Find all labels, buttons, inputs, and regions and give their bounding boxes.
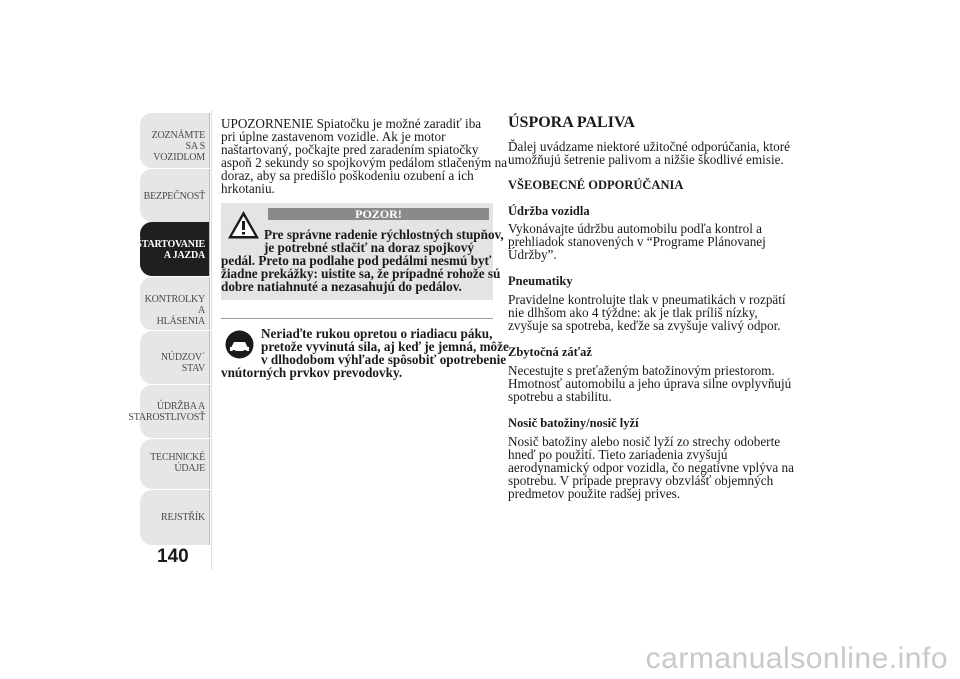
page-number: 140: [157, 546, 189, 567]
subsection-heading: VŠEOBECNÉ ODPORÚČANIA: [508, 178, 684, 192]
environment-car-icon: [223, 328, 256, 361]
item-line: nie dlhšom ako 4 týždne: ak je tlak príliš nízky,: [508, 305, 758, 320]
text-line: UPOZORNENIE Spiatočku je možné zaradiť iba: [221, 116, 482, 131]
item-line: Údržby”.: [508, 247, 557, 262]
item-heading: Údržba vozidla: [508, 204, 590, 218]
warning-line: žiadne prekážky: uistite sa, že prípadné rohože sú: [221, 266, 501, 281]
note-line: v dlhodobom výhľade spôsobiť opotrebenie: [261, 352, 507, 367]
tab-udrzba[interactable]: [128, 385, 210, 438]
tab-label: TECHNICKÉ ÚDAJE: [150, 452, 205, 474]
tab-bezpecnost[interactable]: [140, 169, 210, 222]
warning-title: POZOR!: [268, 208, 489, 220]
item-line: Necestujte s preťaženým batožinovým priestorom.: [508, 363, 775, 378]
tab-label: BEZPEČNOSŤ: [143, 191, 205, 202]
note-divider: [221, 318, 493, 319]
item-line: hneď po použití. Tieto zariadenia zvyšujú: [508, 447, 728, 462]
text-line: naštartovaný, počkajte pred zaradením spiatočky: [221, 142, 479, 157]
tab-nudzovy-stav[interactable]: [140, 331, 210, 384]
section-title: ÚSPORA PALIVA: [508, 114, 635, 131]
tab-kontrolky[interactable]: [140, 277, 210, 330]
note-line: pretože vyvinutá sila, aj keď je jemná, môže: [261, 339, 509, 354]
tab-zoznamte-sa[interactable]: [140, 113, 210, 168]
item-line: Vykonávajte údržbu automobilu podľa kontrol a: [508, 221, 763, 236]
item-line: prehliadok stanovených v “Programe Plánovanej: [508, 234, 766, 249]
item-line: Hmotnosť automobilu a jeho úprava silne ovplyvňujú: [508, 376, 792, 391]
warning-line: dobre natiahnuté a nezasahujú do pedálov.: [221, 279, 462, 294]
item-heading: Nosič batožiny/nosič lyží: [508, 416, 639, 430]
tab-rejstrik[interactable]: [140, 490, 210, 545]
page-divider: [211, 110, 212, 570]
warning-line: je potrebné stlačiť na doraz spojkový: [264, 240, 474, 255]
tab-label: ZOZNÁMTE SA S VOZIDLOM: [151, 130, 205, 163]
intro-line: Ďalej uvádzame niektoré užitočné odporúčania, ktoré: [508, 139, 790, 154]
item-line: Pravidelne kontrolujte tlak v pneumatikách v rozpätí: [508, 292, 786, 307]
text-line: aspoň 2 sekundy so spojkovým pedálom stlačeným na: [221, 155, 508, 170]
item-heading: Zbytočná záťaž: [508, 345, 592, 359]
warning-line: Pre správne radenie rýchlostných stupňov,: [264, 227, 504, 242]
tab-label: ÚDRŽBA A STAROSTLIVOSŤ: [128, 401, 205, 423]
note-line: vnútorných prvkov prevodovky.: [221, 365, 403, 380]
tab-label: NÚDZOV´ STAV: [160, 352, 205, 374]
watermark: carmanualsonline.info: [645, 642, 948, 675]
text-line: doraz, aby sa predišlo poškodeniu ozubení a ich: [221, 168, 474, 183]
item-line: aerodynamický odpor vozidla, čo negatívne vplýva na: [508, 460, 794, 475]
item-heading: Pneumatiky: [508, 274, 573, 288]
item-line: Nosič batožiny alebo nosič lyží zo strechy odoberte: [508, 434, 781, 449]
item-line: spotrebu a stabilitu.: [508, 389, 612, 404]
warning-triangle-icon: [227, 210, 260, 240]
tab-label: REJSTŘÍK: [161, 512, 205, 523]
item-line: predmetov použite radšej prives.: [508, 486, 681, 501]
note-line: Neriaďte rukou opretou o riadiacu páku,: [261, 326, 493, 341]
intro-line: umožňujú šetrenie palivom a nižšie škodlivé emisie.: [508, 152, 784, 167]
text-line: pri úplne zastavenom vozidle. Ak je motor: [221, 129, 446, 144]
tab-label: NAŠTARTOVANIE A JAZDA: [122, 239, 205, 261]
tab-nastartovanie[interactable]: [122, 222, 210, 276]
item-line: zvyšuje sa spotreba, keďže sa zvyšuje valivý odpor.: [508, 318, 781, 333]
text-line: hrkotaniu.: [221, 181, 275, 196]
warning-line: pedál. Preto na podlahe pod pedálmi nesmú byť: [221, 253, 492, 268]
tab-label: KONTROLKY A HLÁSENIA: [144, 294, 205, 327]
item-line: spotrebu. V prípade prepravy obzvlášť objemných: [508, 473, 774, 488]
tab-technicke-udaje[interactable]: [140, 439, 210, 489]
